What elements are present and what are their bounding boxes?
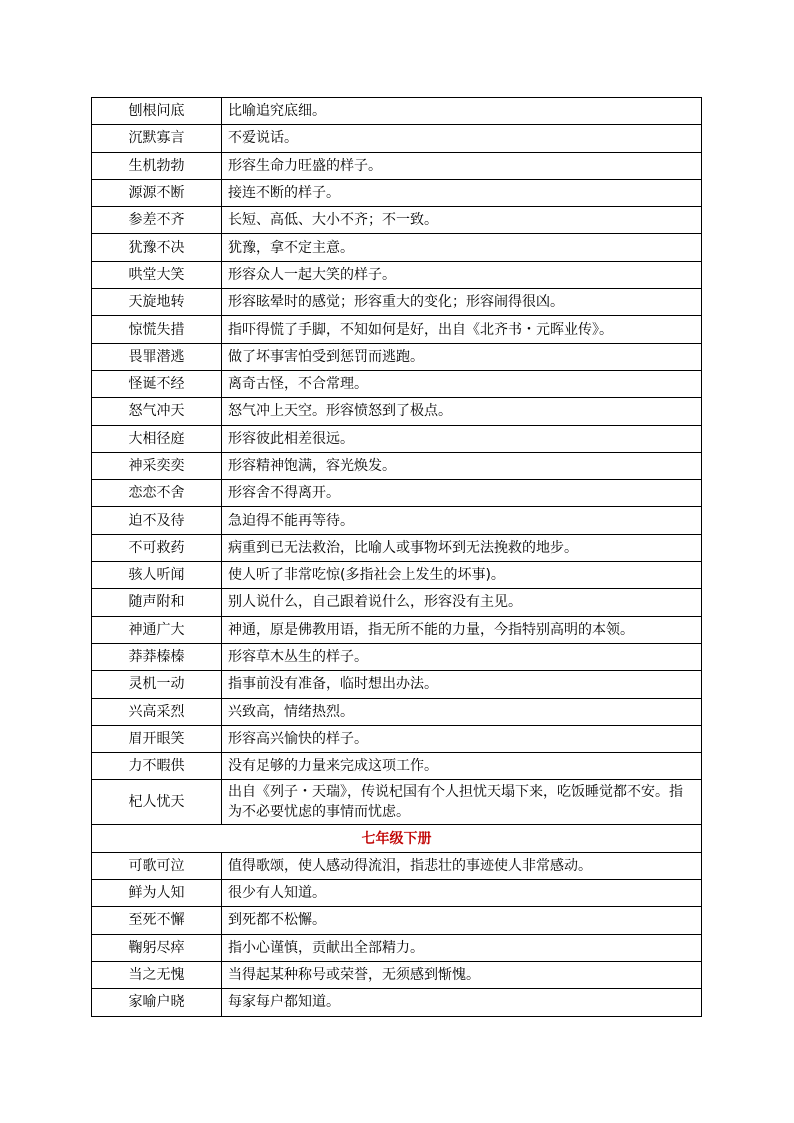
idiom-row bbox=[92, 907, 702, 934]
idiom-definition: 形容彼此相差很远。 bbox=[222, 425, 702, 452]
idiom-row bbox=[92, 725, 702, 752]
idiom-definition: 急迫得不能再等待。 bbox=[222, 507, 702, 534]
idiom-row bbox=[92, 989, 702, 1016]
idiom-term: 神通广大 bbox=[92, 616, 222, 643]
idiom-definition: 接连不断的样子。 bbox=[222, 179, 702, 206]
idiom-definition: 当得起某种称号或荣誉，无须感到惭愧。 bbox=[222, 961, 702, 988]
idiom-term: 参差不齐 bbox=[92, 207, 222, 234]
idiom-definition: 比喻追究底细。 bbox=[222, 98, 702, 125]
idiom-term: 鲜为人知 bbox=[92, 880, 222, 907]
idiom-row bbox=[92, 934, 702, 961]
idiom-row bbox=[92, 152, 702, 179]
idiom-row bbox=[92, 261, 702, 288]
idiom-definition: 使人听了非常吃惊(多指社会上发生的坏事)。 bbox=[222, 562, 702, 589]
idiom-term: 恋恋不舍 bbox=[92, 480, 222, 507]
idiom-definition: 犹豫，拿不定主意。 bbox=[222, 234, 702, 261]
idiom-row bbox=[92, 343, 702, 370]
idiom-term: 可歌可泣 bbox=[92, 852, 222, 879]
idiom-term: 惊慌失措 bbox=[92, 316, 222, 343]
idiom-definition: 形容众人一起大笑的样子。 bbox=[222, 261, 702, 288]
idiom-definition: 指吓得慌了手脚，不知如何是好，出自《北齐书・元晖业传》。 bbox=[222, 316, 702, 343]
idiom-term: 犹豫不决 bbox=[92, 234, 222, 261]
idiom-definition: 做了坏事害怕受到惩罚而逃跑。 bbox=[222, 343, 702, 370]
idiom-row bbox=[92, 398, 702, 425]
idiom-row bbox=[92, 207, 702, 234]
idiom-row bbox=[92, 507, 702, 534]
idiom-row bbox=[92, 780, 702, 825]
idiom-term: 生机勃勃 bbox=[92, 152, 222, 179]
idiom-table-body bbox=[92, 98, 702, 1017]
idiom-term: 怒气冲天 bbox=[92, 398, 222, 425]
idiom-definition: 指小心谨慎，贡献出全部精力。 bbox=[222, 934, 702, 961]
idiom-term: 不可救药 bbox=[92, 534, 222, 561]
idiom-term: 哄堂大笑 bbox=[92, 261, 222, 288]
idiom-term: 兴高采烈 bbox=[92, 698, 222, 725]
idiom-term: 当之无愧 bbox=[92, 961, 222, 988]
idiom-row bbox=[92, 125, 702, 152]
idiom-definition: 值得歌颂，使人感动得流泪，指悲壮的事迹使人非常感动。 bbox=[222, 852, 702, 879]
idiom-row bbox=[92, 852, 702, 879]
idiom-row bbox=[92, 425, 702, 452]
idiom-term: 源源不断 bbox=[92, 179, 222, 206]
idiom-term: 大相径庭 bbox=[92, 425, 222, 452]
idiom-definition: 形容生命力旺盛的样子。 bbox=[222, 152, 702, 179]
idiom-definition: 神通，原是佛教用语，指无所不能的力量，今指特别高明的本领。 bbox=[222, 616, 702, 643]
idiom-term: 畏罪潜逃 bbox=[92, 343, 222, 370]
idiom-definition: 每家每户都知道。 bbox=[222, 989, 702, 1016]
idiom-term: 神采奕奕 bbox=[92, 452, 222, 479]
idiom-term: 力不暇供 bbox=[92, 753, 222, 780]
idiom-row bbox=[92, 289, 702, 316]
idiom-row bbox=[92, 880, 702, 907]
idiom-definition: 离奇古怪，不合常理。 bbox=[222, 370, 702, 397]
idiom-definition: 形容眩晕时的感觉；形容重大的变化；形容闹得很凶。 bbox=[222, 289, 702, 316]
idiom-definition: 不爱说话。 bbox=[222, 125, 702, 152]
idiom-term: 骇人听闻 bbox=[92, 562, 222, 589]
idiom-row bbox=[92, 179, 702, 206]
idiom-definition: 到死都不松懈。 bbox=[222, 907, 702, 934]
idiom-definition: 怒气冲上天空。形容愤怒到了极点。 bbox=[222, 398, 702, 425]
idiom-term: 莽莽榛榛 bbox=[92, 643, 222, 670]
idiom-term: 随声附和 bbox=[92, 589, 222, 616]
idiom-definition: 出自《列子・天瑞》，传说杞国有个人担忧天塌下来，吃饭睡觉都不安。指为不必要忧虑的事情而忧虑。 bbox=[222, 780, 702, 825]
idiom-row bbox=[92, 753, 702, 780]
idiom-definition: 长短、高低、大小不齐；不一致。 bbox=[222, 207, 702, 234]
idiom-definition: 别人说什么，自己跟着说什么，形容没有主见。 bbox=[222, 589, 702, 616]
idiom-row bbox=[92, 562, 702, 589]
idiom-definition: 形容精神饱满，容光焕发。 bbox=[222, 452, 702, 479]
idiom-row bbox=[92, 316, 702, 343]
idiom-term: 灵机一动 bbox=[92, 671, 222, 698]
idiom-term: 眉开眼笑 bbox=[92, 725, 222, 752]
idiom-row bbox=[92, 961, 702, 988]
idiom-row bbox=[92, 616, 702, 643]
section-row bbox=[92, 825, 702, 852]
idiom-row bbox=[92, 589, 702, 616]
idiom-term: 鞠躬尽瘁 bbox=[92, 934, 222, 961]
idiom-row bbox=[92, 643, 702, 670]
idiom-term: 家喻户晓 bbox=[92, 989, 222, 1016]
idiom-definition: 没有足够的力量来完成这项工作。 bbox=[222, 753, 702, 780]
idiom-definition: 兴致高，情绪热烈。 bbox=[222, 698, 702, 725]
idiom-definition: 病重到已无法救治，比喻人或事物坏到无法挽救的地步。 bbox=[222, 534, 702, 561]
section-heading: 七年级下册 bbox=[92, 825, 702, 852]
idiom-row bbox=[92, 671, 702, 698]
idiom-table bbox=[91, 97, 702, 1017]
idiom-term: 杞人忧天 bbox=[92, 780, 222, 825]
idiom-definition: 指事前没有准备，临时想出办法。 bbox=[222, 671, 702, 698]
idiom-definition: 形容舍不得离开。 bbox=[222, 480, 702, 507]
idiom-row bbox=[92, 370, 702, 397]
idiom-row bbox=[92, 452, 702, 479]
idiom-term: 沉默寡言 bbox=[92, 125, 222, 152]
idiom-term: 怪诞不经 bbox=[92, 370, 222, 397]
idiom-definition: 形容高兴愉快的样子。 bbox=[222, 725, 702, 752]
idiom-term: 迫不及待 bbox=[92, 507, 222, 534]
idiom-row bbox=[92, 98, 702, 125]
idiom-term: 天旋地转 bbox=[92, 289, 222, 316]
idiom-row bbox=[92, 234, 702, 261]
idiom-row bbox=[92, 480, 702, 507]
idiom-term: 至死不懈 bbox=[92, 907, 222, 934]
idiom-term: 刨根问底 bbox=[92, 98, 222, 125]
idiom-definition: 很少有人知道。 bbox=[222, 880, 702, 907]
idiom-row bbox=[92, 698, 702, 725]
idiom-definition: 形容草木丛生的样子。 bbox=[222, 643, 702, 670]
idiom-row bbox=[92, 534, 702, 561]
